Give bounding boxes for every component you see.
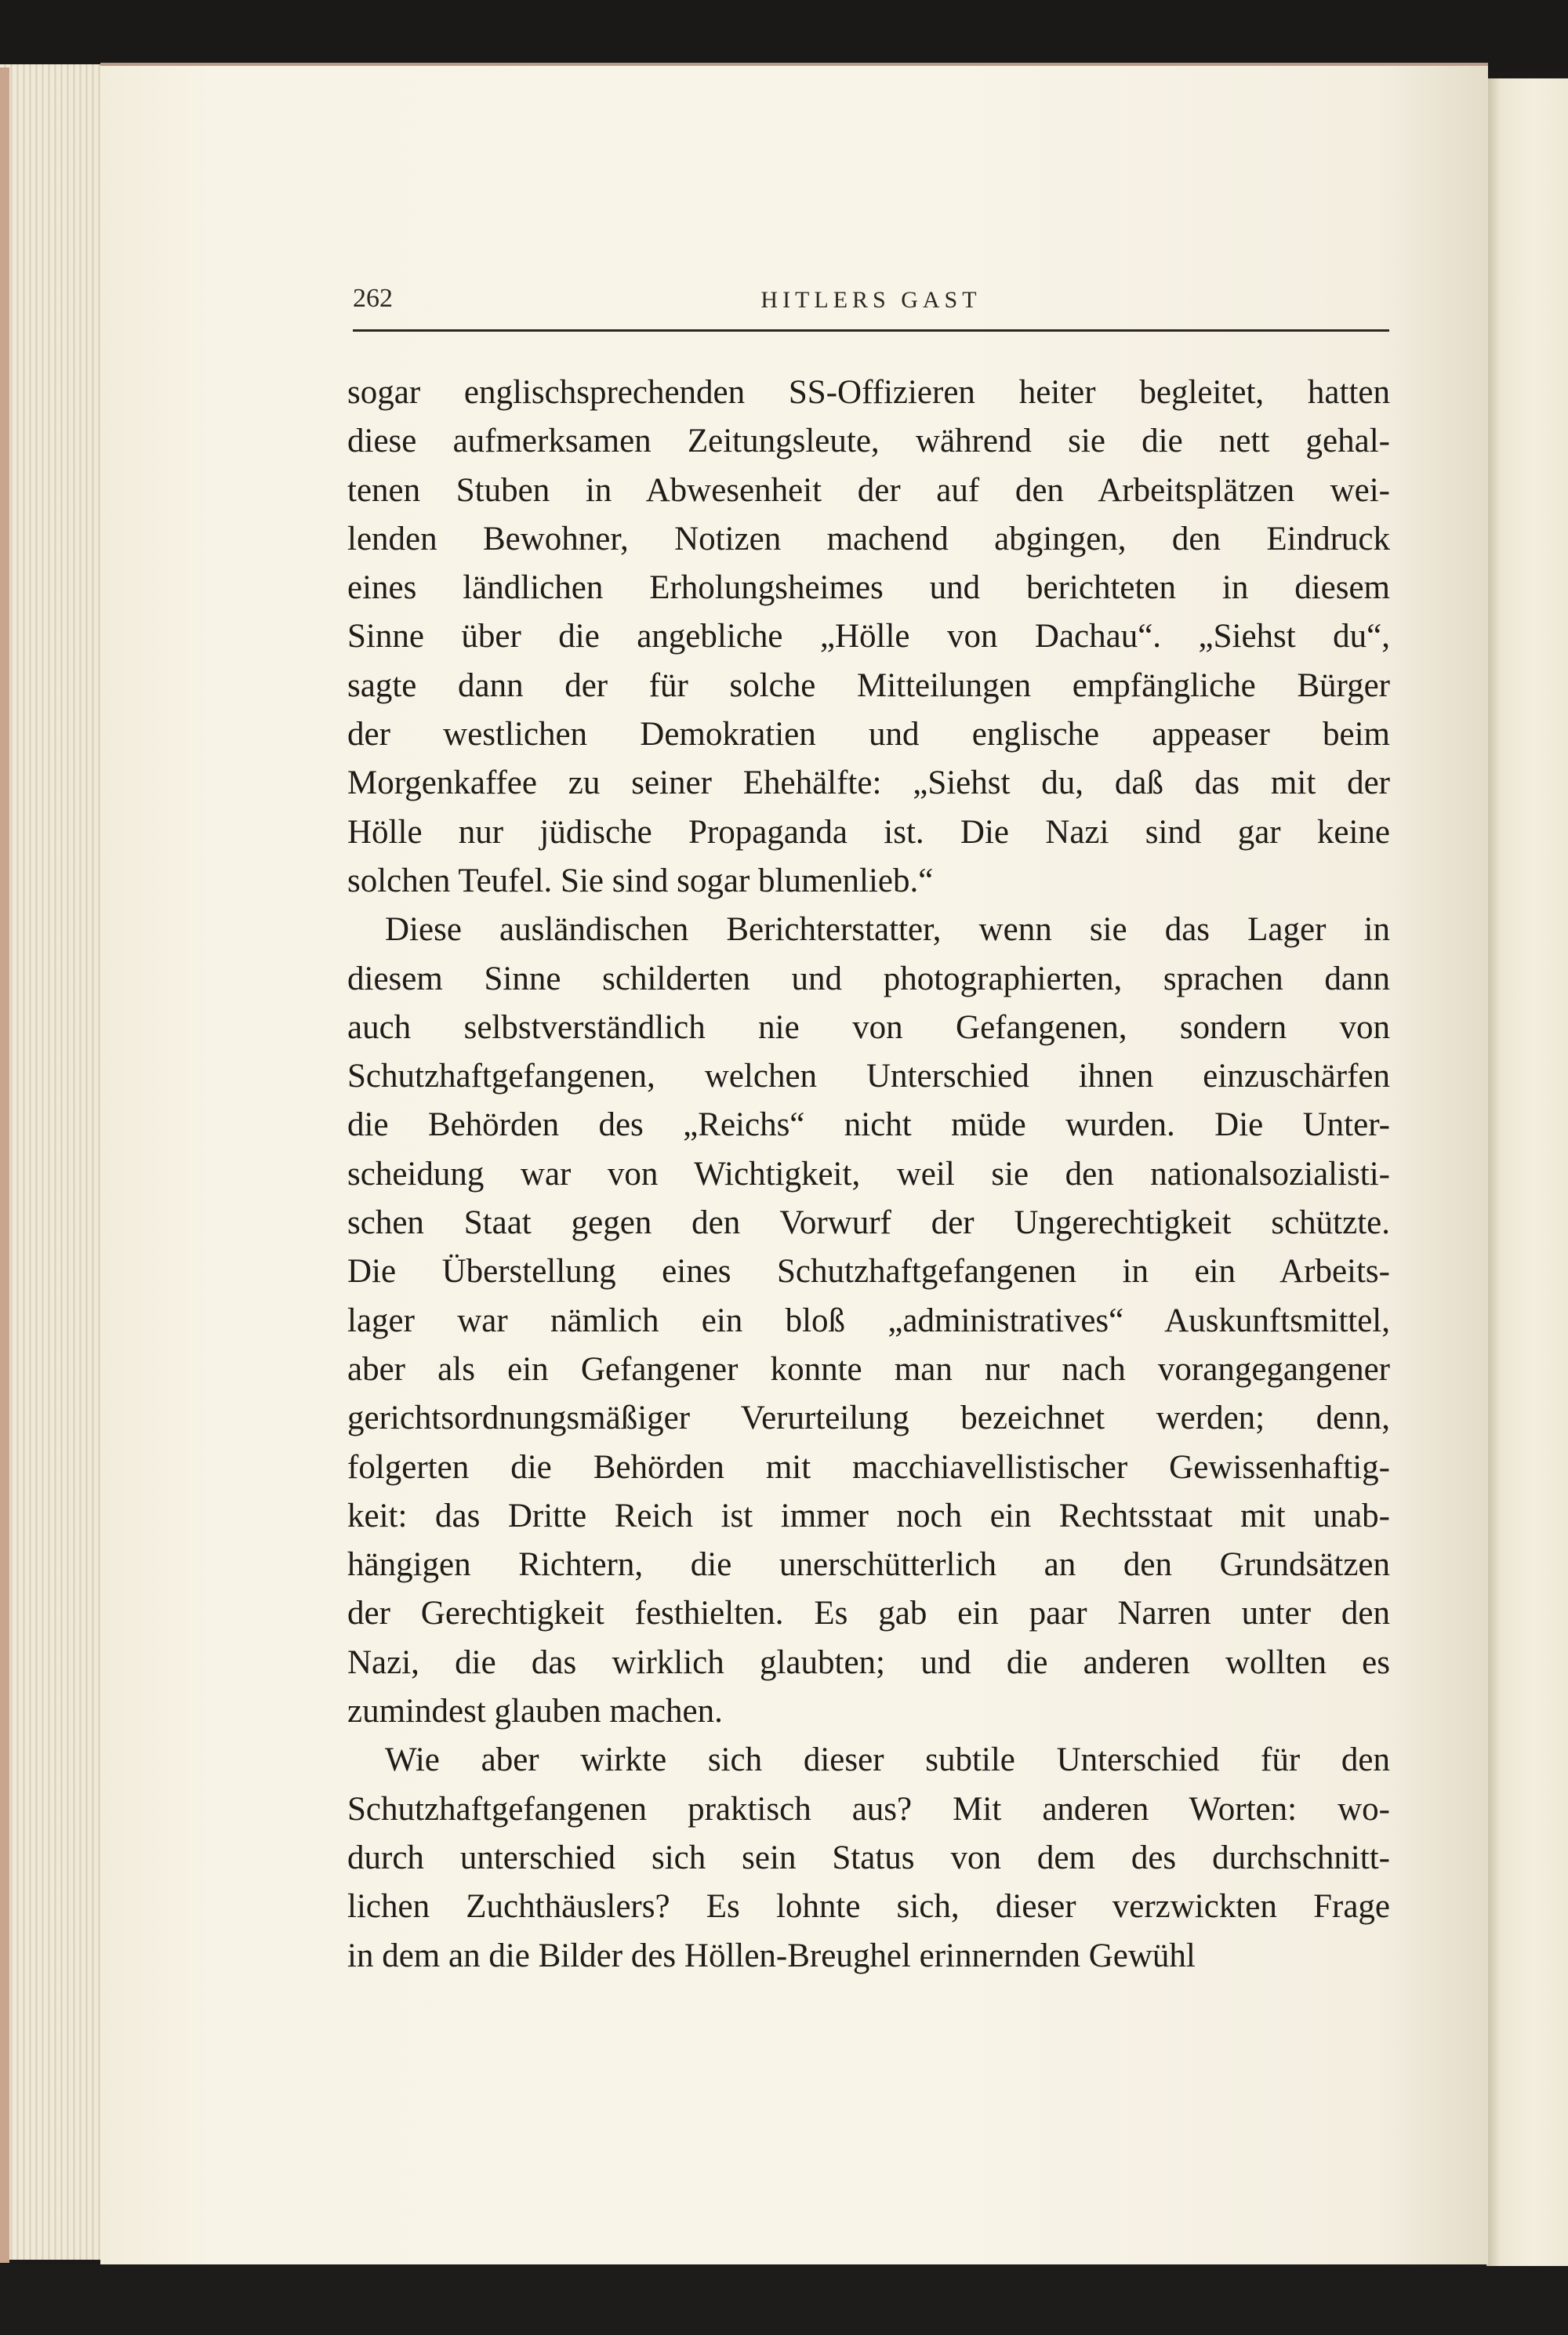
book-page-edges <box>0 64 110 2260</box>
body-text <box>347 369 1390 1981</box>
text-line: lenden Bewohner, Notizen machend abgingen, den Eindruck <box>347 520 1390 557</box>
text-line: Nazi, die das wirklich glaubten; und die anderen wollten es <box>347 1643 1390 1681</box>
text-line: lager war nämlich ein bloß „administratives“ Auskunftsmittel, <box>347 1302 1390 1339</box>
text-line: gerichtsordnungsmäßiger Verurteilung bezeichnet werden; denn, <box>347 1400 1390 1437</box>
text-line: diese aufmerksamen Zeitungsleute, während sie die nett gehal- <box>347 423 1390 460</box>
text-line: keit: das Dritte Reich ist immer noch ein Rechtsstaat mit unab- <box>347 1497 1390 1534</box>
text-line: Schutzhaftgefangenen praktisch aus? Mit anderen Worten: wo- <box>347 1790 1390 1828</box>
book-cover-edge <box>0 67 9 2263</box>
running-header <box>353 282 1389 332</box>
paragraph <box>347 906 1390 1736</box>
text-line: solchen Teufel. Sie sind sogar blumenlieb.“ <box>347 862 934 899</box>
text-line: Wie aber wirkte sich dieser subtile Unterschied für den <box>385 1741 1390 1779</box>
facing-page-edge <box>1486 78 1568 2266</box>
paragraph <box>347 1736 1390 1980</box>
text-line: lichen Zuchthäuslers? Es lohnte sich, dieser verzwickten Frage <box>347 1888 1390 1926</box>
text-line: sagte dann der für solche Mitteilungen empfängliche Bürger <box>347 666 1390 704</box>
page-number: 262 <box>353 284 393 313</box>
text-line: durch unterschied sich sein Status von dem des durchschnitt- <box>347 1839 1390 1876</box>
text-line: Schutzhaftgefangenen, welchen Unterschied ihnen einzuschärfen <box>347 1058 1390 1095</box>
text-line: Diese ausländischen Berichterstatter, wenn sie das Lager in <box>385 911 1390 949</box>
backdrop-top <box>0 0 1568 72</box>
text-line: in dem an die Bilder des Höllen-Breughel erinnernden Gewühl <box>347 1937 1196 1974</box>
text-line: aber als ein Gefangener konnte man nur nach vorangegangener <box>347 1350 1390 1388</box>
text-line: zumindest glauben machen. <box>347 1693 723 1730</box>
text-line: Hölle nur jüdische Propaganda ist. Die Nazi sind gar keine <box>347 813 1390 851</box>
text-line: eines ländlichen Erholungsheimes und berichteten in diesem <box>347 569 1390 607</box>
text-line: Sinne über die angebliche „Hölle von Dachau“. „Siehst du“, <box>347 618 1390 655</box>
text-line: schen Staat gegen den Vorwurf der Ungerechtigkeit schützte. <box>347 1204 1390 1242</box>
text-line: scheidung war von Wichtigkeit, weil sie den nationalsozialisti- <box>347 1155 1390 1193</box>
text-line: tenen Stuben in Abwesenheit der auf den Arbeitsplätzen wei- <box>347 471 1390 509</box>
text-line: Morgenkaffee zu seiner Ehehälfte: „Siehst du, daß das mit der <box>347 764 1390 802</box>
text-line: der Gerechtigkeit festhielten. Es gab ein paar Narren unter den <box>347 1595 1390 1632</box>
backdrop-bottom <box>0 2264 1568 2335</box>
text-line: Die Überstellung eines Schutzhaftgefangenen in ein Arbeits- <box>347 1253 1390 1291</box>
text-line: auch selbstverständlich nie von Gefangenen, sondern von <box>347 1008 1390 1046</box>
text-line: sogar englischsprechenden SS-Offizieren heiter begleitet, hatten <box>347 374 1390 411</box>
text-line: die Behörden des „Reichs“ nicht müde wurden. Die Unter- <box>347 1106 1390 1144</box>
text-line: hängigen Richtern, die unerschütterlich an den Grundsätzen <box>347 1546 1390 1584</box>
text-line: folgerten die Behörden mit macchiavellistischer Gewissenhaftig- <box>347 1448 1390 1486</box>
text-line: der westlichen Demokratien und englische appeaser beim <box>347 716 1390 754</box>
paragraph <box>347 369 1390 906</box>
text-line: diesem Sinne schilderten und photographierten, sprachen dann <box>347 960 1390 997</box>
running-title: HITLERS GAST <box>760 287 982 313</box>
